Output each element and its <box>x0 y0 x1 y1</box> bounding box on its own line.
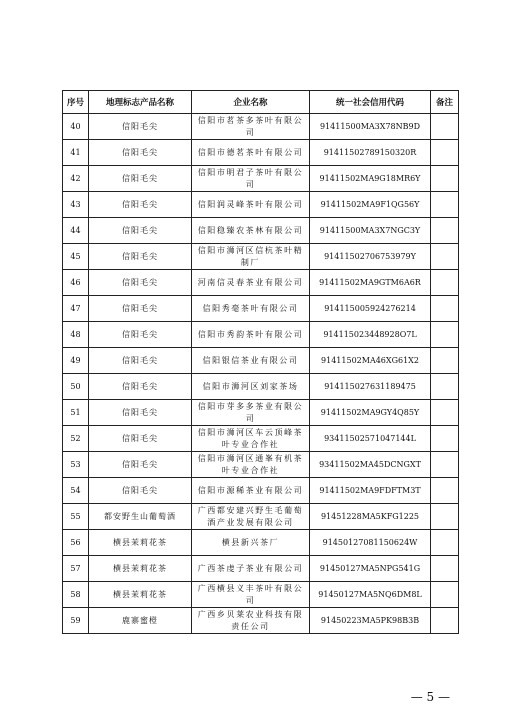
remark-cell <box>431 270 459 296</box>
table-row <box>63 608 459 634</box>
serial-number-cell: 42 <box>63 166 89 192</box>
credit-code-cell: 91450223MA5PK98B3B <box>310 608 431 634</box>
gi-product-cell: 信阳毛尖 <box>89 114 192 140</box>
serial-number-cell: 43 <box>63 192 89 218</box>
company-name-cell: 信阳稳臻农茶林有限公司 <box>192 218 310 244</box>
enterprise-registry-table <box>62 90 459 634</box>
table-row <box>63 322 459 348</box>
remark-cell <box>431 400 459 426</box>
credit-code-cell: 91411502789150320R <box>310 140 431 166</box>
table-row <box>63 296 459 322</box>
credit-code-cell: 91451228MA5KFG1225 <box>310 504 431 530</box>
credit-code-cell: 93411502MA45DCNGXT <box>310 452 431 478</box>
gi-product-cell: 横县茉莉花茶 <box>89 530 192 556</box>
company-name-cell: 信阳市浉河区通峯有机茶叶专业合作社 <box>192 452 310 478</box>
table-header-row <box>63 91 459 114</box>
credit-code-cell: 93411502571047144L <box>310 426 431 452</box>
credit-code-cell: 91411502MA46XG61X2 <box>310 348 431 374</box>
table-row <box>63 556 459 582</box>
gi-product-cell: 信阳毛尖 <box>89 452 192 478</box>
header-company-name: 企业名称 <box>192 91 310 114</box>
remark-cell <box>431 192 459 218</box>
serial-number-cell: 57 <box>63 556 89 582</box>
gi-product-cell: 信阳毛尖 <box>89 270 192 296</box>
table-row <box>63 218 459 244</box>
gi-product-cell: 横县茉莉花茶 <box>89 556 192 582</box>
gi-product-cell: 信阳毛尖 <box>89 192 192 218</box>
gi-product-cell: 信阳毛尖 <box>89 166 192 192</box>
company-name-cell: 信阳市芽多多茶业有限公司 <box>192 400 310 426</box>
serial-number-cell: 47 <box>63 296 89 322</box>
remark-cell <box>431 582 459 608</box>
credit-code-cell: 91411502MA9G18MR6Y <box>310 166 431 192</box>
company-name-cell: 信阳市浉河区刘家茶场 <box>192 374 310 400</box>
table-row <box>63 582 459 608</box>
remark-cell <box>431 114 459 140</box>
header-serial-number: 序号 <box>63 91 89 114</box>
serial-number-cell: 51 <box>63 400 89 426</box>
credit-code-cell: 91450127MA5NQ6DM8L <box>310 582 431 608</box>
serial-number-cell: 52 <box>63 426 89 452</box>
table-row <box>63 192 459 218</box>
header-gi-product-name: 地理标志产品名称 <box>89 91 192 114</box>
company-name-cell: 广西都安建兴野生毛葡萄酒产业发展有限公司 <box>192 504 310 530</box>
credit-code-cell: 91411502763118947​5 <box>310 374 431 400</box>
serial-number-cell: 49 <box>63 348 89 374</box>
header-credit-code: 统一社会信用代码 <box>310 91 431 114</box>
company-name-cell: 信阳银信茶业有限公司 <box>192 348 310 374</box>
credit-code-cell: 91450127081150624W <box>310 530 431 556</box>
gi-product-cell: 信阳毛尖 <box>89 426 192 452</box>
credit-code-cell: 91411502MA9F1QG56Y <box>310 192 431 218</box>
header-remarks: 备注 <box>431 91 459 114</box>
table-row <box>63 374 459 400</box>
remark-cell <box>431 556 459 582</box>
serial-number-cell: 58 <box>63 582 89 608</box>
remark-cell <box>431 296 459 322</box>
company-name-cell: 信阳市明君子茶叶有限公司 <box>192 166 310 192</box>
remark-cell <box>431 478 459 504</box>
company-name-cell: 信阳市秀韵茶叶有限公司 <box>192 322 310 348</box>
serial-number-cell: 48 <box>63 322 89 348</box>
remark-cell <box>431 348 459 374</box>
remark-cell <box>431 504 459 530</box>
company-name-cell: 广西茶虔子茶业有限公司 <box>192 556 310 582</box>
company-name-cell: 信阳市浉河区信杭茶叶精制厂 <box>192 244 310 270</box>
credit-code-cell: 91411502MA9GTM6A6R <box>310 270 431 296</box>
remark-cell <box>431 244 459 270</box>
credit-code-cell: 91411502MA9GY4Q85Y <box>310 400 431 426</box>
credit-code-cell: 91411500MA3X7NGC3Y <box>310 218 431 244</box>
serial-number-cell: 50 <box>63 374 89 400</box>
table-row <box>63 452 459 478</box>
serial-number-cell: 40 <box>63 114 89 140</box>
gi-product-cell: 信阳毛尖 <box>89 244 192 270</box>
table-row <box>63 166 459 192</box>
gi-product-cell: 信阳毛尖 <box>89 400 192 426</box>
gi-product-cell: 都安野生山葡萄酒 <box>89 504 192 530</box>
company-name-cell: 横县新兴茶厂 <box>192 530 310 556</box>
table-row <box>63 270 459 296</box>
remark-cell <box>431 530 459 556</box>
table-row <box>63 114 459 140</box>
table-row <box>63 478 459 504</box>
table-row <box>63 426 459 452</box>
gi-product-cell: 信阳毛尖 <box>89 348 192 374</box>
gi-product-cell: 信阳毛尖 <box>89 296 192 322</box>
remark-cell <box>431 374 459 400</box>
credit-code-cell: 914115005924276214 <box>310 296 431 322</box>
gi-product-cell: 信阳毛尖 <box>89 478 192 504</box>
serial-number-cell: 54 <box>63 478 89 504</box>
gi-product-cell: 横县茉莉花茶 <box>89 582 192 608</box>
credit-code-cell: 91450127MA5NPG541G <box>310 556 431 582</box>
company-name-cell: 信阳市茗茶多茶叶有限公司 <box>192 114 310 140</box>
gi-product-cell: 信阳毛尖 <box>89 218 192 244</box>
credit-code-cell: 914115023448928O7L <box>310 322 431 348</box>
gi-product-cell: 信阳毛尖 <box>89 374 192 400</box>
table-row <box>63 530 459 556</box>
company-name-cell: 信阳市浉河区车云顶峰茶叶专业合作社 <box>192 426 310 452</box>
company-name-cell: 信阳秀毫茶叶有限公司 <box>192 296 310 322</box>
serial-number-cell: 53 <box>63 452 89 478</box>
page-number: — 5 — <box>410 690 450 704</box>
serial-number-cell: 41 <box>63 140 89 166</box>
credit-code-cell: 91411502MA9FDFTM3T <box>310 478 431 504</box>
table-row <box>63 504 459 530</box>
remark-cell <box>431 140 459 166</box>
gi-product-cell: 鹿寨蜜橙 <box>89 608 192 634</box>
remark-cell <box>431 218 459 244</box>
company-name-cell: 信阳市源稀茶业有限公司 <box>192 478 310 504</box>
table-row <box>63 400 459 426</box>
company-name-cell: 信阳润灵峰茶叶有限公司 <box>192 192 310 218</box>
table-row <box>63 348 459 374</box>
serial-number-cell: 59 <box>63 608 89 634</box>
gi-product-cell: 信阳毛尖 <box>89 322 192 348</box>
company-name-cell: 广西横县义丰茶叶有限公司 <box>192 582 310 608</box>
remark-cell <box>431 322 459 348</box>
serial-number-cell: 44 <box>63 218 89 244</box>
serial-number-cell: 45 <box>63 244 89 270</box>
credit-code-cell: 91411502706753979Y <box>310 244 431 270</box>
gi-product-cell: 信阳毛尖 <box>89 140 192 166</box>
serial-number-cell: 56 <box>63 530 89 556</box>
company-name-cell: 信阳市德茗茶叶有限公司 <box>192 140 310 166</box>
remark-cell <box>431 426 459 452</box>
remark-cell <box>431 166 459 192</box>
serial-number-cell: 46 <box>63 270 89 296</box>
serial-number-cell: 55 <box>63 504 89 530</box>
remark-cell <box>431 608 459 634</box>
company-name-cell: 广西乡贝莱农业科技有限责任公司 <box>192 608 310 634</box>
credit-code-cell: 91411500MA3X78NB9D <box>310 114 431 140</box>
table-row <box>63 140 459 166</box>
company-name-cell: 河南信灵春茶业有限公司 <box>192 270 310 296</box>
table-row <box>63 244 459 270</box>
remark-cell <box>431 452 459 478</box>
